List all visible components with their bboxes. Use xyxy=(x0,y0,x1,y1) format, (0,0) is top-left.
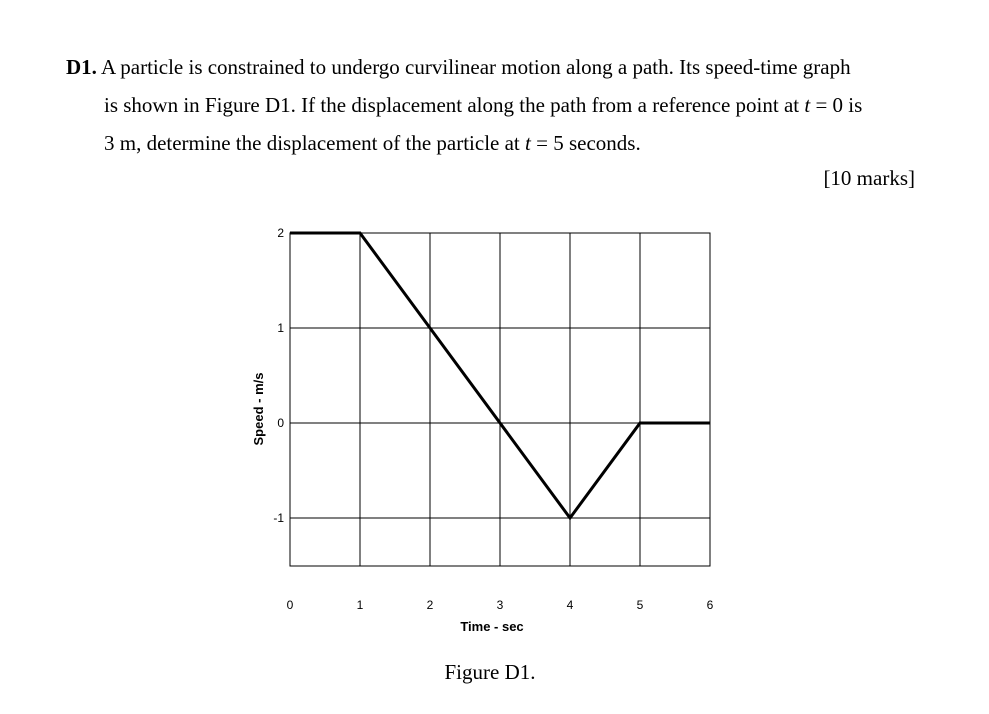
question-label: D1. xyxy=(66,55,97,79)
x-tick-label: 1 xyxy=(356,598,364,612)
y-tick-label: 1 xyxy=(277,321,284,335)
x-tick-label: 0 xyxy=(286,598,294,612)
figure-caption: Figure D1. xyxy=(444,660,536,684)
question-line-1-text: A particle is constrained to undergo curvilinear motion along a path. Its speed-time graph xyxy=(101,55,851,79)
y-axis-title: Speed - m/s xyxy=(251,372,266,446)
x-tick-label: 4 xyxy=(566,598,574,612)
y-tick-label: 0 xyxy=(277,416,284,430)
x-tick-label: 3 xyxy=(496,598,504,612)
time-variable: t xyxy=(804,93,811,117)
x-axis-title: Time - sec xyxy=(460,619,524,634)
chart-ticks xyxy=(273,226,713,612)
x-tick-label: 5 xyxy=(636,598,644,612)
y-tick-label: 2 xyxy=(277,226,284,240)
x-tick-label: 6 xyxy=(706,598,714,612)
question-line-2-text-a: is shown in Figure D1. If the displacement along the path from a reference point at xyxy=(104,93,805,117)
question-line-3-text-b: = 5 seconds. xyxy=(530,131,641,155)
y-tick-label: -1 xyxy=(273,511,284,525)
time-variable: t xyxy=(525,131,531,155)
chart-grid xyxy=(290,233,710,566)
x-tick-label: 2 xyxy=(426,598,434,612)
question-line-3-text-a: 3 m, determine the displacement of the particle at xyxy=(104,131,526,155)
question-line-2-text-b: = 0 is xyxy=(810,93,863,117)
marks-label: [10 marks] xyxy=(823,166,915,190)
